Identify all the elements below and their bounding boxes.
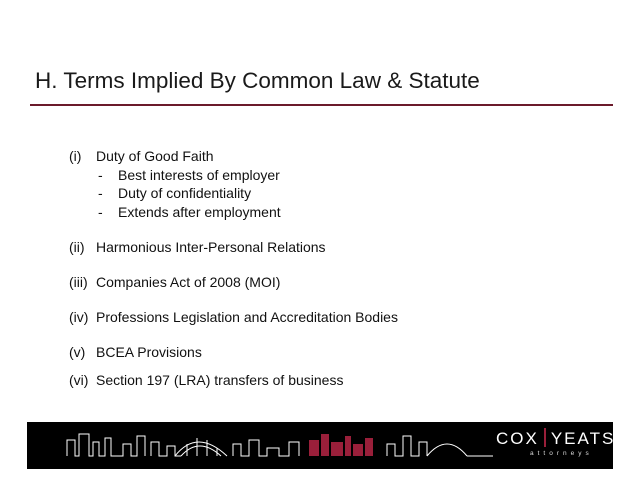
sub-item-text: Duty of confidentiality	[118, 185, 252, 201]
logo-tagline: attorneys	[530, 450, 593, 457]
list-item-iv	[69, 309, 398, 325]
list-item-vi	[69, 372, 343, 388]
item-number: (iii)	[69, 274, 88, 290]
dash-marker: -	[98, 185, 103, 201]
item-number: (vi)	[69, 372, 89, 388]
title-divider	[30, 104, 613, 106]
list-item-i	[69, 148, 214, 164]
item-text: Harmonious Inter-Personal Relations	[96, 239, 326, 255]
slide-title: H. Terms Implied By Common Law & Statute	[35, 68, 480, 93]
item-text: Duty of Good Faith	[96, 148, 214, 164]
item-number: (iv)	[69, 309, 89, 325]
list-item-ii	[69, 239, 326, 255]
brand-left: COX	[496, 429, 539, 448]
dash-marker: -	[98, 204, 103, 220]
list-item-iii	[69, 274, 280, 290]
item-number: (ii)	[69, 239, 85, 255]
sub-item	[98, 204, 281, 220]
item-text: BCEA Provisions	[96, 344, 202, 360]
item-text: Section 197 (LRA) transfers of business	[96, 372, 344, 388]
list-item-v	[69, 344, 202, 360]
brand-right: YEATS	[550, 429, 616, 448]
cox-yeats-logo	[496, 428, 615, 449]
item-text: Companies Act of 2008 (MOI)	[96, 274, 281, 290]
item-number: (i)	[69, 148, 82, 164]
sub-item-text: Best interests of employer	[118, 167, 280, 183]
logo-separator	[544, 428, 546, 447]
sub-item	[98, 167, 280, 183]
item-number: (v)	[69, 344, 86, 360]
dash-marker: -	[98, 167, 103, 183]
sub-item-text: Extends after employment	[118, 204, 281, 220]
item-text: Professions Legislation and Accreditation Bodies	[96, 309, 398, 325]
sub-item	[98, 185, 251, 201]
